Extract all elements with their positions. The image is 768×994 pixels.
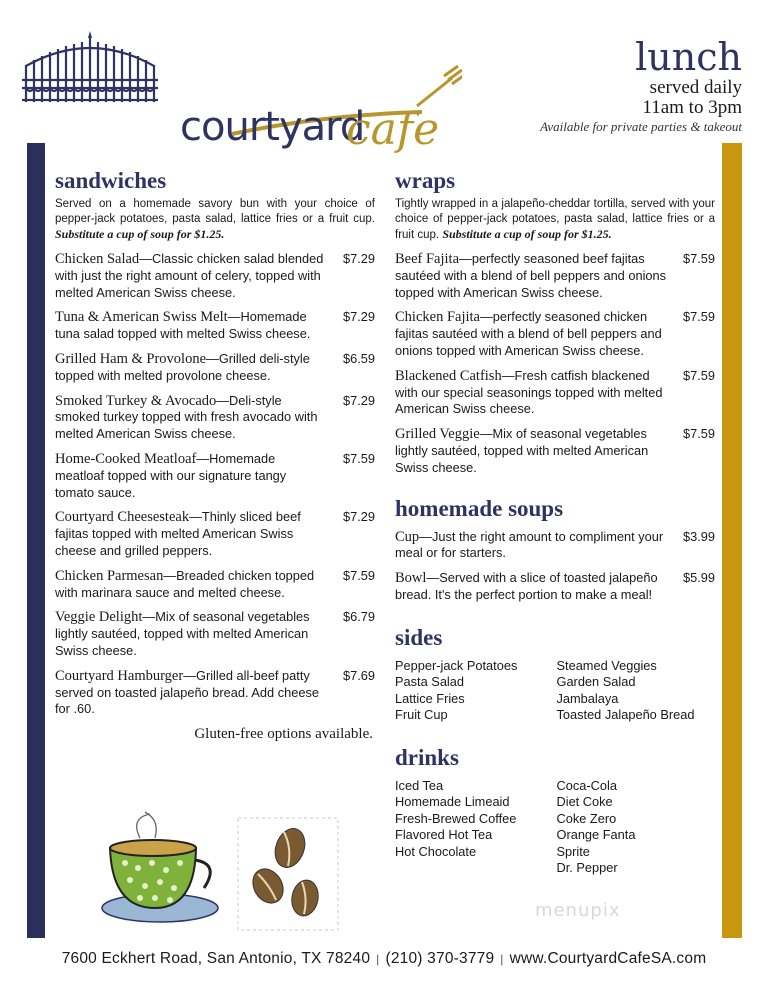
item-description: —Grilled deli-style topped with melted provolone cheese. — [55, 350, 310, 383]
item-price: $7.69 — [342, 667, 375, 683]
item-price: $6.79 — [342, 609, 375, 625]
item-price: $3.99 — [682, 528, 715, 544]
menu-item — [55, 568, 375, 602]
item-name: Chicken Parmesan — [55, 567, 164, 584]
drink-item: Coke Zero — [556, 810, 617, 826]
side-item: Lattice Fries — [395, 690, 465, 706]
item-description: —Deli-style smoked turkey topped with fresh avocado with melted American Swiss cheese. — [55, 392, 318, 442]
item-name: Smoked Turkey & Avocado — [55, 392, 217, 409]
item-description: —Grilled all-beef patty served on toasted jalapeño bread. Add cheese for .60. — [55, 667, 319, 717]
item-name: Courtyard Cheesesteak — [55, 509, 190, 526]
logo-name: courtyard — [180, 104, 365, 150]
address: 7600 Eckhert Road, San Antonio, TX 78240 — [61, 950, 371, 967]
drink-item: Hot Chocolate — [395, 843, 477, 859]
item-name: Cup — [395, 528, 420, 545]
sides-list — [395, 658, 715, 724]
item-description: —Breaded chicken topped with marinara sauce and melted cheese. — [55, 567, 315, 600]
drink-item: Diet Coke — [556, 794, 613, 810]
decorative-art — [100, 808, 360, 938]
drinks-list — [395, 778, 715, 877]
coffee-cup-icon — [102, 812, 218, 922]
watermark: menupix — [535, 900, 621, 921]
item-price: $7.29 — [342, 392, 375, 408]
section-intro: Tightly wrapped in a jalapeño-cheddar tortilla, served with your choice of pepper-jack potatoes, pasta salad, lattice fries or a fruit cup. Substitute a cup of soup for $1.25. — [395, 198, 715, 241]
item-price: $6.59 — [342, 350, 375, 366]
item-description: —Served with a slice of toasted jalapeño bread. It's the perfect portion to make a meal! — [395, 570, 658, 602]
menu-item — [55, 351, 375, 385]
item-description: —perfectly seasoned chicken fajitas sautéed with a blend of bell peppers and onions topped with American Swiss cheese. — [395, 309, 662, 358]
footer — [0, 950, 768, 968]
side-item: Garden Salad — [556, 674, 636, 690]
menu-item — [395, 251, 715, 301]
item-name: Blackened Catfish — [395, 367, 502, 384]
item-description: —Mix of seasonal vegetables lightly sautéed, topped with melted American Swiss cheese. — [395, 426, 649, 475]
fork-icon — [417, 66, 462, 106]
separator: | — [376, 952, 380, 966]
item-price: $7.59 — [682, 309, 715, 325]
left-accent-bar — [27, 143, 45, 938]
section-title: homemade soups — [395, 495, 564, 521]
item-price: $7.59 — [682, 367, 715, 383]
drink-item: Fresh-Brewed Coffee — [395, 810, 517, 826]
drink-item: Orange Fanta — [556, 827, 636, 843]
drink-item: Dr. Pepper — [556, 860, 618, 876]
coffee-beans-icon — [238, 818, 338, 930]
item-name: Beef Fajita — [395, 251, 460, 267]
section-title: wraps — [395, 168, 456, 193]
menu-item — [55, 451, 375, 501]
item-name: Home-Cooked Meatloaf — [55, 450, 197, 467]
website-link[interactable]: www.CourtyardCafeSA.com — [509, 950, 707, 967]
drink-item: Coca-Cola — [556, 777, 617, 793]
item-description: —Fresh catfish blackened with our special seasonings topped with melted American Swiss cheese. — [395, 367, 663, 417]
private-parties-note: Available for private parties & takeout — [540, 119, 742, 134]
served-daily: served daily — [649, 77, 742, 98]
drink-item: Flavored Hot Tea — [395, 827, 493, 843]
item-name: Veggie Delight — [55, 609, 143, 626]
item-price: $5.99 — [682, 570, 715, 586]
item-name: Bowl — [395, 570, 427, 587]
menu-item-list — [55, 251, 375, 718]
menu-item — [395, 529, 715, 563]
menu-item — [55, 251, 375, 301]
menu-item — [55, 393, 375, 443]
drink-item: Iced Tea — [395, 777, 444, 793]
item-price: $7.59 — [342, 450, 375, 466]
hours: 11am to 3pm — [642, 97, 742, 118]
item-description: —Classic chicken salad blended with just the right amount of celery, topped with melted American Swiss cheese. — [55, 251, 324, 300]
section-intro: Served on a homemade savory bun with your choice of pepper-jack potatoes, pasta salad, lattice fries or a fruit cup. Substitute a cup of soup for $1.25. — [55, 198, 375, 241]
item-name: Grilled Veggie — [395, 426, 480, 443]
menu-title: lunch — [635, 35, 742, 79]
menu-item — [55, 668, 375, 718]
item-description: —Mix of seasonal vegetables lightly sautéed, topped with melted American Swiss cheese. — [55, 609, 310, 658]
item-price: $7.29 — [342, 309, 375, 325]
right-column — [395, 167, 715, 877]
sandwiches-section — [55, 167, 375, 743]
side-item: Pepper-jack Potatoes — [395, 657, 518, 673]
gluten-free-note: Gluten-free options available. — [194, 726, 373, 743]
header-info — [540, 36, 742, 136]
menu-item — [395, 368, 715, 418]
drink-item: Sprite — [556, 843, 590, 859]
item-name: Courtyard Hamburger — [55, 667, 184, 684]
side-item: Fruit Cup — [395, 707, 448, 723]
item-price: $7.59 — [682, 426, 715, 442]
menu-item-list — [395, 251, 715, 477]
section-title: sandwiches — [55, 168, 167, 193]
item-name: Tuna & American Swiss Melt — [55, 309, 228, 326]
item-description: —Just the right amount to compliment your meal or for starters. — [395, 528, 664, 561]
item-name: Chicken Salad — [55, 251, 140, 267]
side-item: Jambalaya — [556, 690, 619, 706]
menu-item-list — [395, 529, 715, 604]
menu-item — [395, 570, 715, 604]
side-item: Pasta Salad — [395, 674, 465, 690]
item-description: —Homemade tuna salad topped with melted Swiss cheese. — [55, 309, 311, 342]
menu-item — [395, 426, 715, 476]
right-accent-bar — [722, 143, 742, 938]
section-title: drinks — [395, 744, 459, 770]
item-price: $7.29 — [342, 509, 375, 525]
section-title: sides — [395, 624, 443, 650]
item-price: $7.59 — [682, 251, 715, 266]
menu-item — [55, 309, 375, 343]
item-price: $7.29 — [342, 251, 375, 266]
separator: | — [500, 952, 504, 966]
item-description: —Homemade meatloaf topped with our signature tangy tomato sauce. — [55, 450, 287, 500]
menu-item — [55, 509, 375, 559]
drink-item: Homemade Limeaid — [395, 794, 510, 810]
menu-item — [55, 609, 375, 659]
phone: (210) 370-3779 — [385, 950, 495, 967]
logo-script: cafe — [346, 104, 440, 155]
menu-item — [395, 309, 715, 359]
item-name: Chicken Fajita — [395, 309, 480, 326]
item-name: Grilled Ham & Provolone — [55, 350, 207, 367]
item-price: $7.59 — [342, 567, 375, 583]
item-description: —perfectly seasoned beef fajitas sautéed with a blend of bell peppers and onions topped with American Swiss cheese. — [395, 251, 667, 300]
side-item: Toasted Jalapeño Bread — [556, 707, 695, 723]
logo — [22, 30, 462, 160]
item-description: —Thinly sliced beef fajitas topped with melted American Swiss cheese and grilled peppers. — [55, 509, 301, 558]
side-item: Steamed Veggies — [556, 657, 657, 673]
